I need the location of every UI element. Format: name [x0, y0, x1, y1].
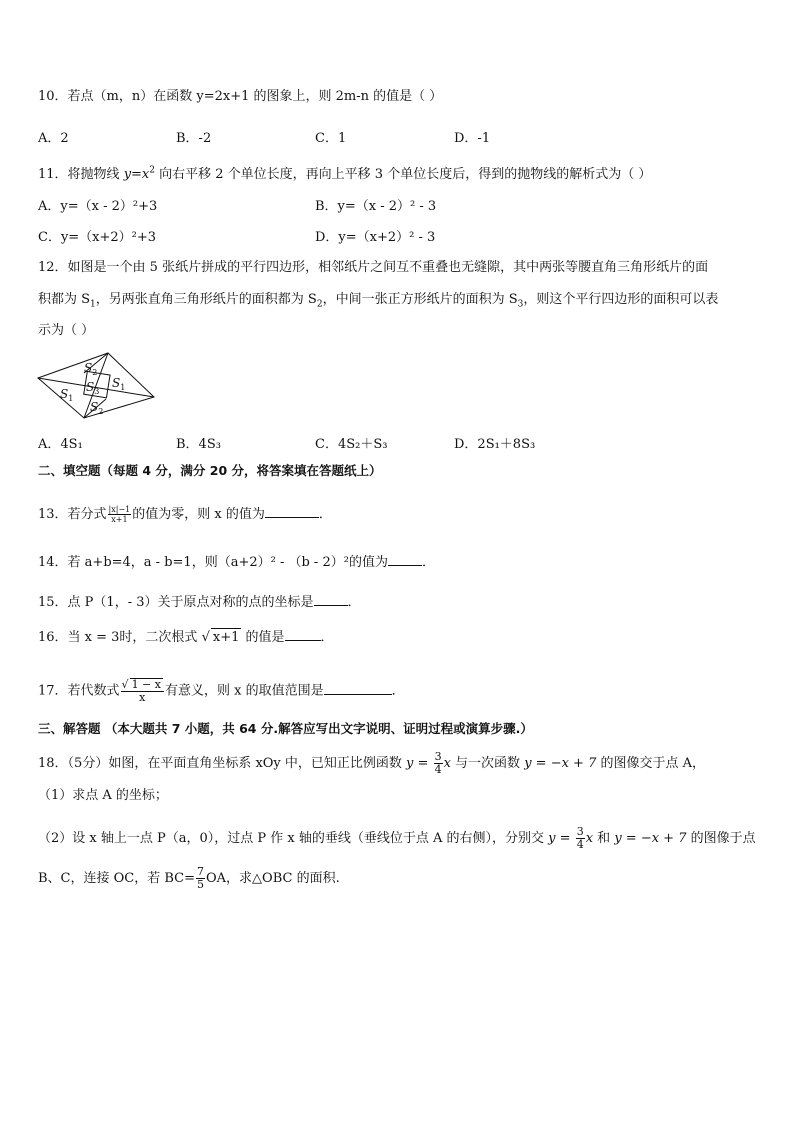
q12-option-b: B．4S₃: [176, 437, 221, 452]
q16-text-a: 16．当 x = 3时，二次根式: [38, 630, 202, 645]
q18-fraction-3: [196, 866, 205, 891]
q10-option-d: D．-1: [454, 131, 491, 146]
q18-fraction-1: [434, 751, 443, 776]
q18-f1-numerator: 3: [434, 750, 442, 763]
q18-text-c: 的图像交于点 A，: [596, 756, 705, 771]
q13-fraction: [108, 505, 132, 524]
question-17: [38, 678, 405, 704]
q17-answer-blank[interactable]: [324, 680, 392, 695]
q18-text-a: 18．（5分）如图，在平面直角坐标系 xOy 中，已知正比例函数: [38, 756, 407, 771]
q16-period: ．: [320, 630, 334, 645]
q12-line2-b: ，另两张直角三角形纸片的面积都为 S: [95, 292, 317, 307]
q13-denominator: x+1: [111, 515, 128, 524]
question-13: [38, 503, 332, 524]
q11-function: y=x: [123, 167, 150, 182]
q15-answer-blank[interactable]: [314, 591, 348, 606]
question-12-line2: 积都为 $S_1$，另两张直角三角形纸片的面积都为 $S_2$，中间一张正方形纸片的面积为 $S_3$，则这个平行四边形的面积可以表: [38, 292, 719, 310]
q17-text-b: 有意义，则 x 的取值范围是: [164, 683, 324, 699]
q17-numerator: √ 1 − x: [121, 678, 164, 692]
q11-exponent: 2: [149, 165, 155, 176]
figure-label-bottom: $S_2$: [90, 400, 104, 416]
question-14: [38, 551, 435, 572]
q16-answer-blank[interactable]: [285, 626, 321, 641]
q18-text-b: 与一次函数: [450, 756, 525, 771]
q18-f2-numerator: 3: [576, 825, 584, 838]
figure-label-top: $S_2$: [84, 361, 98, 377]
q15-text: 15．点 P（1，- 3）关于原点对称的点的坐标是: [38, 595, 314, 610]
q18-linear-fn-2: y = −x + 7: [614, 831, 687, 846]
sqrt-sign-icon: √: [201, 630, 210, 645]
question-12-line1: 12．如图是一个由 5 张纸片拼成的平行四边形，相邻纸片之间互不重叠也无缝隙，其中两张等腰直角三角形纸片的面: [38, 260, 709, 275]
figure-label-left: $S_1$: [60, 387, 74, 403]
q10-option-b: B．-2: [176, 131, 212, 146]
question-18-stem: 18．（5分）如图，在平面直角坐标系 xOy 中，已知正比例函数 y = $\frac{3}{4}$ x 与一次函数 y = −x + 7 的图像交于点 A，: [38, 750, 705, 776]
question-18-part2-cont: [38, 866, 340, 891]
question-18-part2: （2）设 x 轴上一点 P（a，0），过点 P 作 x 轴的垂线（垂线位于点 A 的右侧），分别交 y = $\frac{3}{4}$ x 和 y = −x + 7 的图像于点: [38, 825, 756, 851]
q11-stem-a: 11．将抛物线: [38, 167, 124, 182]
q17-radicand: 1 − x: [131, 678, 161, 691]
q17-denominator: x: [139, 691, 146, 704]
question-10-stem: 10．若点（m，n）在函数 y=2x+1 的图象上，则 2m-n 的值是（ ）: [38, 89, 443, 104]
q10-option-a: A．2: [38, 131, 69, 146]
q12-option-a: A．4S₁: [38, 437, 83, 452]
q13-answer-blank[interactable]: [265, 503, 319, 518]
q11-option-a: A．y=（x - 2）²+3: [38, 199, 158, 214]
q12-option-c: C．4S₂＋S₃: [315, 437, 388, 452]
q12-line2-d: ，则这个平行四边形的面积可以表: [523, 292, 719, 307]
q13-text-b: 的值为零，则 x 的值为: [132, 507, 265, 522]
q11-stem-b: 向右平移 2 个单位长度，再向上平移 3 个单位长度后，得到的抛物线的解析式为（ ）: [155, 167, 652, 182]
q18-linear-fn: y = −x + 7: [524, 756, 597, 771]
q13-text-a: 13．若分式: [38, 507, 107, 522]
q17-period: ．: [391, 683, 405, 699]
question-11-stem: [38, 166, 651, 184]
q18-part3-a: B、C，连接 OC，若 BC=: [38, 871, 196, 886]
q17-fraction: [121, 678, 164, 704]
q18-part3-b: OA，求△OBC 的面积.: [206, 871, 340, 886]
q14-answer-blank[interactable]: [388, 551, 422, 566]
q14-text: 14．若 a+b=4，a - b=1，则（a+2）² - （b - 2）²的值为: [38, 555, 388, 570]
q12-option-d: D．2S₁＋8S₃: [454, 437, 536, 452]
q15-period: ．: [347, 595, 361, 610]
question-16: [38, 626, 334, 647]
q18-fraction-2: [576, 826, 585, 851]
question-15: [38, 591, 361, 612]
section-answer-title: 三、解答题 （本大题共 7 小题，共 64 分.解答应写出文字说明、证明过程或演算步骤.）: [38, 721, 533, 736]
q16-text-b: 的值是: [241, 630, 285, 645]
q11-option-b: B．y=（x - 2）² - 3: [315, 199, 437, 214]
q11-option-c: C．y=（x+2）²+3: [38, 230, 157, 245]
q12-line2-c: ，中间一张正方形纸片的面积为 S: [322, 292, 518, 307]
q16-radicand: x+1: [212, 630, 240, 645]
question-12-line3: 示为（ ）: [38, 323, 95, 338]
q17-text-a: 17．若代数式: [38, 683, 120, 699]
q12-line2-a: 积都为 S: [38, 292, 91, 307]
section-fill-in-title: 二、填空题（每题 4 分，满分 20 分，将答案填在答题纸上）: [38, 463, 382, 478]
q18-f3-numerator: 7: [197, 865, 205, 878]
q18-part2-b: 和: [593, 831, 615, 846]
q18-f3-denominator: 5: [197, 878, 205, 891]
q18-part2-c: 的图像于点: [686, 831, 756, 846]
figure-label-center: $S_3$: [86, 380, 100, 396]
q13-numerator: |x|−1: [108, 505, 131, 514]
q14-period: ．: [421, 555, 435, 570]
figure-label-right: $S_1$: [112, 376, 126, 392]
q11-option-d: D．y=（x+2）² - 3: [315, 230, 436, 245]
q18-part2-a: （2）设 x 轴上一点 P（a，0），过点 P 作 x 轴的垂线（垂线位于点 A 的右侧），分别交: [38, 831, 549, 846]
parallelogram-figure: [36, 350, 158, 422]
question-18-part1: （1）求点 A 的坐标；: [38, 788, 168, 803]
q18-f2-denominator: 4: [576, 838, 584, 851]
q13-period: ．: [318, 507, 332, 522]
q10-option-c: C．1: [315, 131, 347, 146]
q18-f1-denominator: 4: [434, 763, 442, 776]
